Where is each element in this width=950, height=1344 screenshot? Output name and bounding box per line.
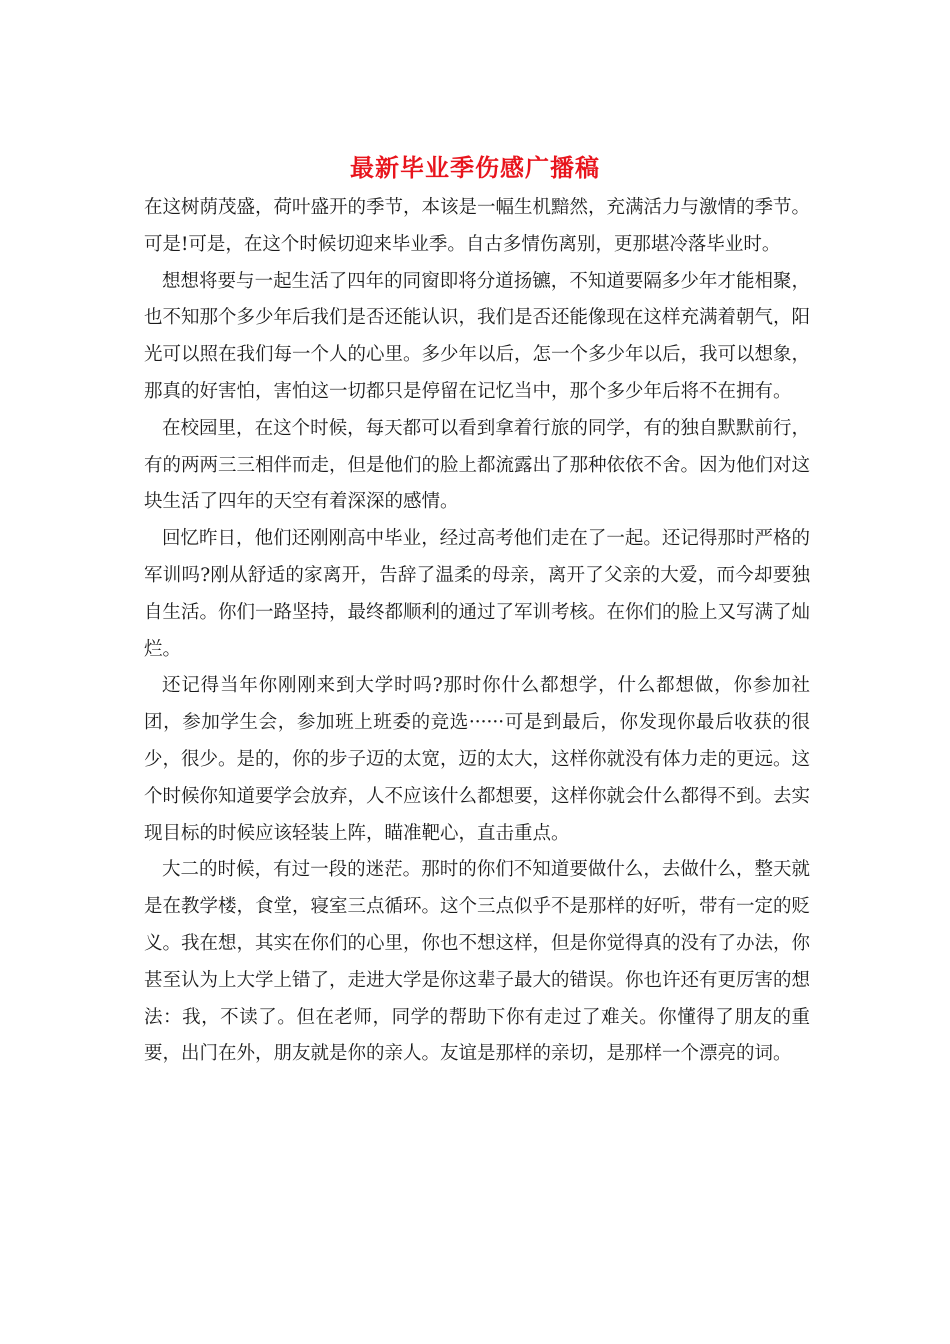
document-title: 最新毕业季伤感广播稿 [350,153,600,182]
paragraph-5: 还记得当年你刚刚来到大学时吗?那时你什么都想学，什么都想做，你参加社团，参加学生会，参加班上班委的竞选······可是到最后，你发现你最后收获的很少，很少。是的，你的步子迈的太宽，迈的太大，这样你就没有体力走的更远。这个时候你知道要学会放弃，人不应该什么都想要，这样你就会什么都得不到。去实现目标的时候应该轻装上阵，瞄准靶心，直击重点。 [144,675,811,844]
paragraph-4: 回忆昨日，他们还刚刚高中毕业，经过高考他们走在了一起。还记得那时严格的军训吗?刚从舒适的家离开，告辞了温柔的母亲，离开了父亲的大爱，而今却要独自生活。你们一路坚持，最终都顺利的通过了军训考核。在你们的脸上又写满了灿烂。 [144,528,811,660]
paragraph-2: 想想将要与一起生活了四年的同窗即将分道扬镳，不知道要隔多少年才能相聚，也不知那个多少年后我们是否还能认识，我们是否还能像现在这样充满着朝气，阳光可以照在我们每一个人的心里。多少年以后，怎一个多少年以后，我可以想象，那真的好害怕，害怕这一切都只是停留在记忆当中，那个多少年后将不在拥有。 [144,270,811,402]
paragraph-3: 在校园里，在这个时候，每天都可以看到拿着行旅的同学，有的独自默默前行，有的两两三三相伴而走，但是他们的脸上都流露出了那种依依不舍。因为他们对这块生活了四年的天空有着深深的感情。 [144,417,811,513]
paragraph-6: 大二的时候，有过一段的迷茫。那时的你们不知道要做什么，去做什么，整天就是在教学楼，食堂，寝室三点循环。这个三点似乎不是那样的好听，带有一定的贬义。我在想，其实在你们的心里，你也不想这样，但是你觉得真的没有了办法，你甚至认为上大学上错了，走进大学是你这辈子最大的错误。你也许还有更厉害的想法：我，不读了。但在老师，同学的帮助下你有走过了难关。你懂得了朋友的重要，出门在外，朋友就是你的亲人。友谊是那样的亲切，是那样一个漂亮的词。 [144,859,811,1065]
paragraph-1: 在这树荫茂盛，荷叶盛开的季节，本该是一幅生机黯然，充满活力与激情的季节。可是!可是，在这个时候切迎来毕业季。自古多情伤离别，更那堪冷落毕业时。 [144,197,811,255]
document-body [144,190,810,1073]
